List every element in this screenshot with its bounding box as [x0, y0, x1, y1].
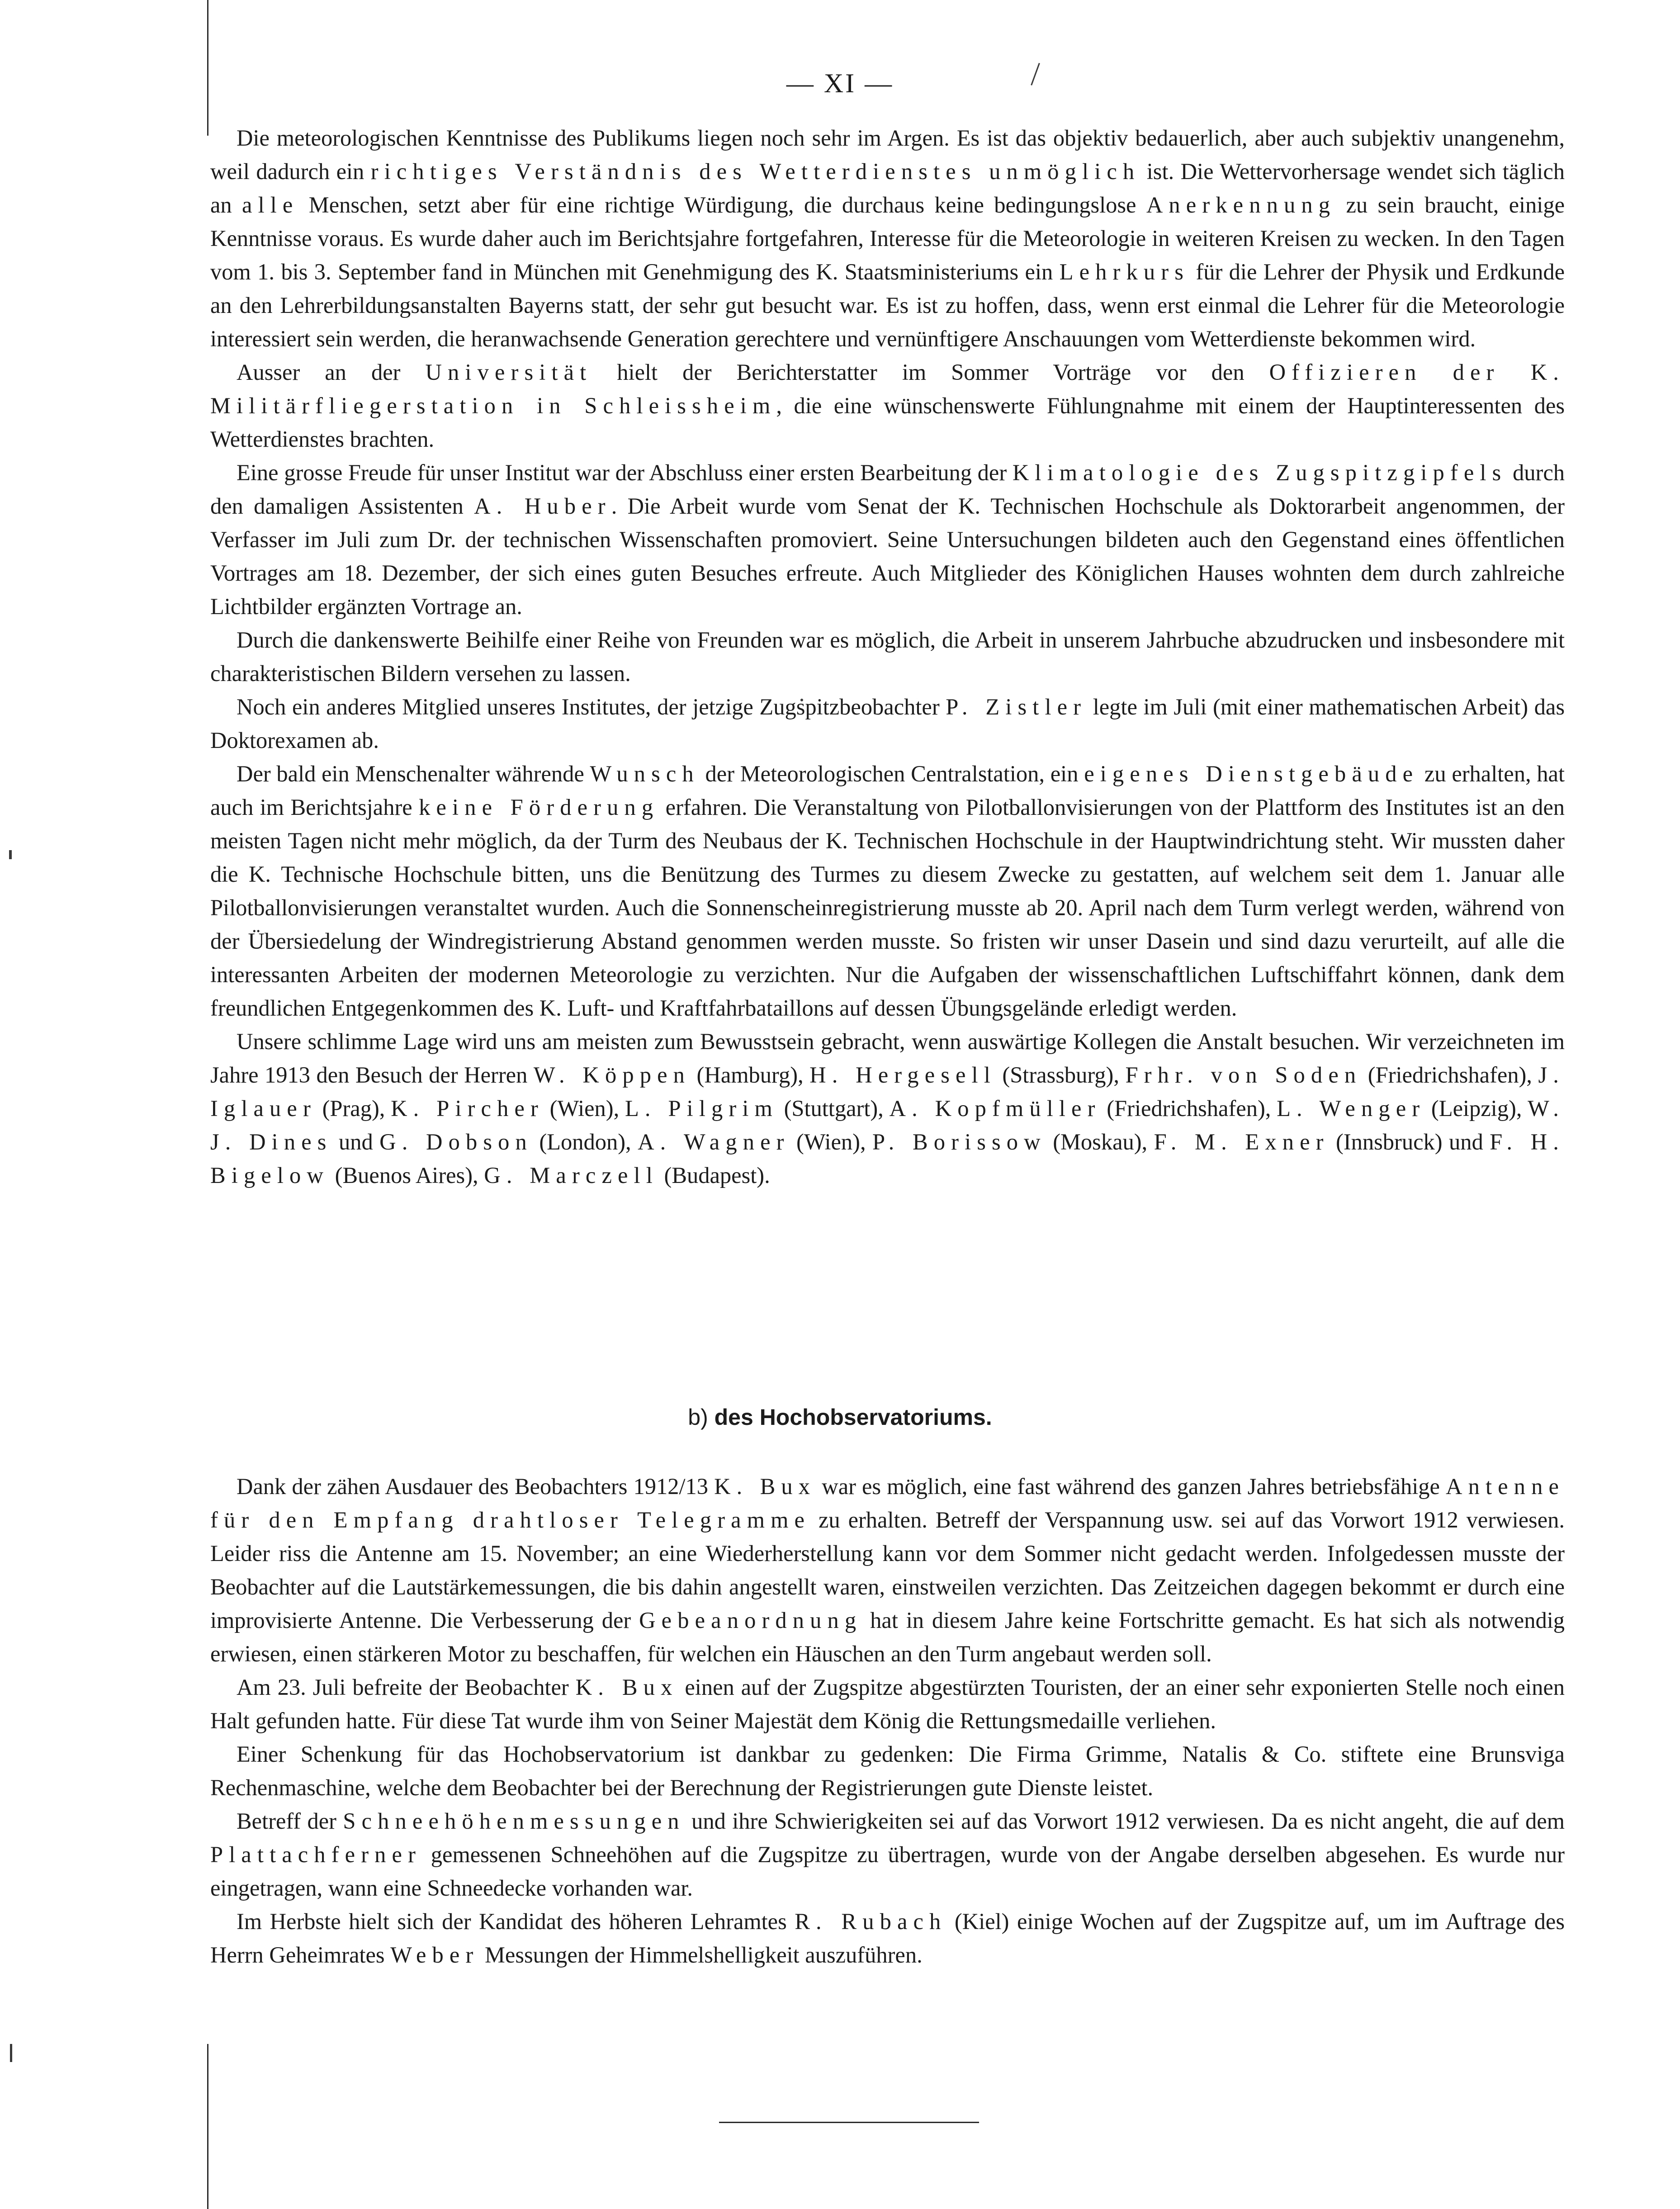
text-run: Der bald ein Menschenalter währende — [237, 761, 590, 786]
text-run: einen auf der Zugspitze abgestürzten Touristen, der an einer sehr exponierten Stelle noch einen Halt gefunden hatte. Für diese Tat wurde ihm von Seiner Majestät dem König die Rettungsmedaille verliehen. — [210, 1674, 1565, 1733]
text-run: zu erhalten, hat auch im Berichtsjahre — [210, 761, 1565, 820]
paragraph — [210, 355, 1565, 456]
text-run: Unsere schlimme Lage wird uns am meisten zum Bewusstsein gebracht, wenn auswärtige Kollegen die Anstalt besuchen. Wir verzeichneten im Jahre 1913 den Besuch der Herren — [210, 1029, 1565, 1088]
spaced-emphasis: F. H. Bigelow — [210, 1129, 1565, 1188]
paragraph — [210, 757, 1565, 1025]
text-run: Ausser an der — [237, 359, 426, 385]
paragraph — [210, 1905, 1565, 1972]
text-run: Am 23. Juli befreite der Beobachter — [237, 1674, 576, 1700]
text-run: (Wien), — [544, 1096, 625, 1121]
text-run: (Friedrichshafen), — [1101, 1096, 1277, 1121]
section-a-text — [210, 121, 1565, 1192]
spaced-emphasis: K. Pircher — [391, 1096, 544, 1121]
section-b-text — [210, 1470, 1565, 1972]
text-run: legte im Juli (mit einer mathematischen Arbeit) das Doktorexamen ab. — [210, 694, 1565, 753]
text-run: Im Herbste hielt sich der Kandidat des höheren Lehramtes — [237, 1909, 795, 1934]
spaced-emphasis: Plattachferner — [210, 1842, 422, 1867]
spaced-emphasis: P. Borissow — [872, 1129, 1046, 1154]
text-run: (Wien), — [790, 1129, 873, 1154]
spaced-emphasis: F. M. Exner — [1154, 1129, 1330, 1154]
text-run: ist. Die Wettervorhersage wendet sich täglich an — [210, 159, 1565, 218]
text-run: und ihre Schwierigkeiten sei auf das Vorwort 1912 verwiesen. Da es nicht angeht, die auf dem — [685, 1808, 1565, 1834]
text-run: (Moskau), — [1046, 1129, 1154, 1154]
text-run: (Kiel) einige Wochen auf der Zugspitze auf, um im Auftrage des Herrn Geheimrates — [210, 1909, 1565, 1968]
spaced-emphasis: Wunsch — [590, 761, 700, 786]
text-run: (Innsbruck) und — [1329, 1129, 1490, 1154]
spaced-emphasis: W. J. Dines — [210, 1096, 1565, 1154]
spaced-emphasis: K. Bux — [575, 1674, 678, 1700]
section-b-heading-prefix: b) — [688, 1405, 715, 1430]
paragraph — [210, 456, 1565, 623]
section-b-heading-title: des Hochobservatoriums. — [714, 1405, 992, 1430]
paragraph — [210, 1670, 1565, 1737]
spaced-emphasis: keine Förderung — [419, 795, 659, 820]
section-b-heading — [0, 1404, 1680, 1430]
spaced-emphasis: K. Bux — [714, 1474, 816, 1499]
text-run: der Meteorologischen Centralstation, ein — [699, 761, 1084, 786]
spaced-emphasis: Antenne für den Empfang drahtloser Telegramme — [210, 1474, 1565, 1533]
text-run: Messungen der Himmelshelligkeit auszuführen. — [479, 1942, 923, 1968]
text-run: (Buenos Aires), — [329, 1163, 484, 1188]
paragraph — [210, 690, 1565, 757]
scan-speck — [10, 2044, 12, 2062]
spaced-emphasis: Klimatologie des Zugspitzgipfels — [1012, 460, 1507, 485]
spaced-emphasis: Weber — [390, 1942, 479, 1968]
spaced-emphasis: L. Pilgrim — [625, 1096, 778, 1121]
paragraph — [210, 121, 1565, 355]
text-run: , die eine wünschenswerte Fühlungnahme mit einem der Hauptinteressenten des Wetterdienstes brachten. — [210, 393, 1565, 452]
spaced-emphasis: L. Wenger — [1277, 1096, 1426, 1121]
text-run: zu erhalten. Betreff der Verspannung usw. sei auf das Vorwort 1912 verwiesen. Leider riss die Antenne am 15. November; an eine Wiederherstellung kann vor dem Sommer nicht gedacht werden. Infolgedessen musste der Beobachter auf die Lautstärkemessungen, die bis dahin angestellt waren, einstweilen verzichten. Das Zeitzeichen dagegen bekommt er durch eine improvisierte Antenne. Die Verbesserung der — [210, 1507, 1565, 1633]
paragraph — [210, 1470, 1565, 1670]
text-run: war es möglich, eine fast während des ganzen Jahres betriebsfähige — [816, 1474, 1446, 1499]
spaced-emphasis: W. Köppen — [533, 1062, 691, 1088]
spaced-emphasis: Gebeanordnung — [639, 1608, 862, 1633]
text-run: Betreff der — [237, 1808, 343, 1834]
text-run: gemessenen Schneehöhen auf die Zugspitze zu übertragen, wurde von der Angabe derselben abgesehen. Es wurde nur eingetragen, wann eine Schneedecke vorhanden war. — [210, 1842, 1565, 1901]
spaced-emphasis: Anerkennung — [1146, 192, 1336, 218]
spaced-emphasis: R. Rubach — [795, 1909, 947, 1934]
text-run: (London), — [532, 1129, 638, 1154]
text-run: Die meteorologischen Kenntnisse des Publikums liegen noch sehr im Argen. Es ist das objektiv bedauerlich, aber auch subjektiv unangenehm, weil dadurch ein — [210, 125, 1565, 184]
text-run: Noch ein anderes Mitglied unseres Institutes, der jetzige Zugspitzbeobachter — [237, 694, 946, 719]
text-run: hielt der Berichterstatter im Sommer Vorträge vor den — [592, 359, 1269, 385]
text-run: . Die Arbeit wurde vom Senat der K. Technischen Hochschule als Doktorarbeit angenommen, der Verfasser im Juli zum Dr. der technischen Wissenschaften promoviert. Seine Untersuchungen bildeten auch den Gegenstand eines öffentlichen Vortrages am 18. Dezember, der sich eines guten Besuches erfreute. Auch Mitglieder des Königlichen Hauses wohnten dem durch zahlreiche Lichtbilder ergänzten Vortrage an. — [210, 493, 1565, 619]
text-run: hat in diesem Jahre keine Fortschritte gemacht. Es hat sich als notwendig erwiesen, einen stärkeren Motor zu beschaffen, für welchen ein Häuschen an den Turm angebaut werden soll. — [210, 1608, 1565, 1666]
text-run: zu sein braucht, einige Kenntnisse voraus. Es wurde daher auch im Berichtsjahre fortgefahren, Interesse für die Meteorologie in weiteren Kreisen zu wecken. In den Tagen vom 1. bis 3. September fand in München mit Genehmigung des K. Staatsministeriums ein — [210, 192, 1565, 284]
text-run: (Stuttgart), — [778, 1096, 890, 1121]
closing-rule — [719, 2122, 979, 2123]
text-run: (Prag), — [316, 1096, 391, 1121]
spaced-emphasis: Lehrkurs — [1059, 259, 1189, 284]
paragraph — [210, 1804, 1565, 1905]
spaced-emphasis: Schneehöhenmessungen — [343, 1808, 685, 1834]
spaced-emphasis: P. Zistler — [946, 694, 1087, 719]
text-run: Dank der zähen Ausdauer des Beobachters 1912/13 — [237, 1474, 715, 1499]
spaced-emphasis: A. Huber — [474, 493, 611, 519]
paragraph — [210, 1025, 1565, 1192]
paragraph — [210, 623, 1565, 690]
spaced-emphasis: eigenes Dienstgebäude — [1084, 761, 1419, 786]
text-run: für die Lehrer der Physik und Erdkunde an den Lehrerbildungsanstalten Bayerns statt, der sehr gut besucht war. Es ist zu hoffen, dass, wenn erst einmal die Lehrer für die Meteorologie interessiert sein werden, die heranwachsende Generation gerechtere und vernünftigere Anschauungen vom Wetterdienste bekommen wird. — [210, 259, 1565, 351]
spaced-emphasis: Frhr. von Soden — [1125, 1062, 1362, 1088]
binding-edge-line — [207, 2044, 208, 2209]
text-run: Durch die dankenswerte Beihilfe einer Reihe von Freunden war es möglich, die Arbeit in unserem Jahrbuche abzudrucken und insbesondere mit charakteristischen Bildern versehen zu lassen. — [210, 627, 1565, 686]
text-run: (Friedrichshafen), — [1362, 1062, 1538, 1088]
spaced-emphasis: alle — [242, 192, 299, 218]
spaced-emphasis: A. Wagner — [638, 1129, 790, 1154]
spaced-emphasis: J. Iglauer — [210, 1062, 1565, 1121]
text-run: Einer Schenkung für das Hochobservatorium ist dankbar zu gedenken: Die Firma Grimme, Natalis & Co. stiftete eine Brunsviga Rechenmaschine, welche dem Beobachter bei der Berechnung der Registrierungen gute Dienste leistet. — [210, 1741, 1565, 1800]
paragraph — [210, 1737, 1565, 1804]
text-run: durch den damaligen Assistenten — [210, 460, 1565, 519]
text-run: erfahren. Die Veranstaltung von Pilotballonvisierungen von der Plattform des Institutes ist an den meisten Tagen nicht mehr möglich, da der Turm des Neubaus der K. Technischen Hochschule in der Hauptwindrichtung steht. Wir mussten daher die K. Technische Hochschule bitten, uns die Benützung des Turmes zu diesem Zwecke zu gestatten, auf welchem seit dem 1. Januar alle Pilotballonvisierungen veranstaltet wurden. Auch die Sonnenscheinregistrierung musste ab 20. April nach dem Turm verlegt werden, während von der Übersiedelung der Windregistrierung Abstand genommen werden musste. So fristen wir unser Dasein und sind dazu verurteilt, auf alle die interessanten Arbeiten der modernen Meteorologie zu verzichten. Nur die Aufgaben der wissenschaftlichen Luftschiffahrt können, dank dem freundlichen Entgegenkommen des K. Luft- und Kraftfahrbataillons auf dessen Übungsgelände erledigt werden. — [210, 795, 1565, 1021]
spaced-emphasis: Universität — [425, 359, 592, 385]
text-run: (Leipzig), — [1425, 1096, 1528, 1121]
scan-speck — [9, 850, 12, 859]
text-run: Menschen, setzt aber für eine richtige Würdigung, die durchaus keine bedingungslose — [298, 192, 1146, 218]
text-run: (Hamburg), — [691, 1062, 810, 1088]
spaced-emphasis: Offizieren der K. Militärfliegerstation in Schleissheim — [210, 359, 1565, 418]
text-run: Eine grosse Freude für unser Institut war der Abschluss einer ersten Bearbeitung der — [237, 460, 1013, 485]
text-run: und — [332, 1129, 380, 1154]
page-number: — XI — — [786, 68, 894, 98]
text-run: (Strassburg), — [996, 1062, 1126, 1088]
spaced-emphasis: richtiges Verständnis des Wetterdienstes unmöglich — [370, 159, 1141, 184]
spaced-emphasis: A. Kopfmüller — [889, 1096, 1101, 1121]
spaced-emphasis: G. Dobson — [379, 1129, 533, 1154]
spaced-emphasis: H. Hergesell — [809, 1062, 996, 1088]
spaced-emphasis: G. Marczell — [484, 1163, 658, 1188]
text-run: (Budapest). — [658, 1163, 770, 1188]
